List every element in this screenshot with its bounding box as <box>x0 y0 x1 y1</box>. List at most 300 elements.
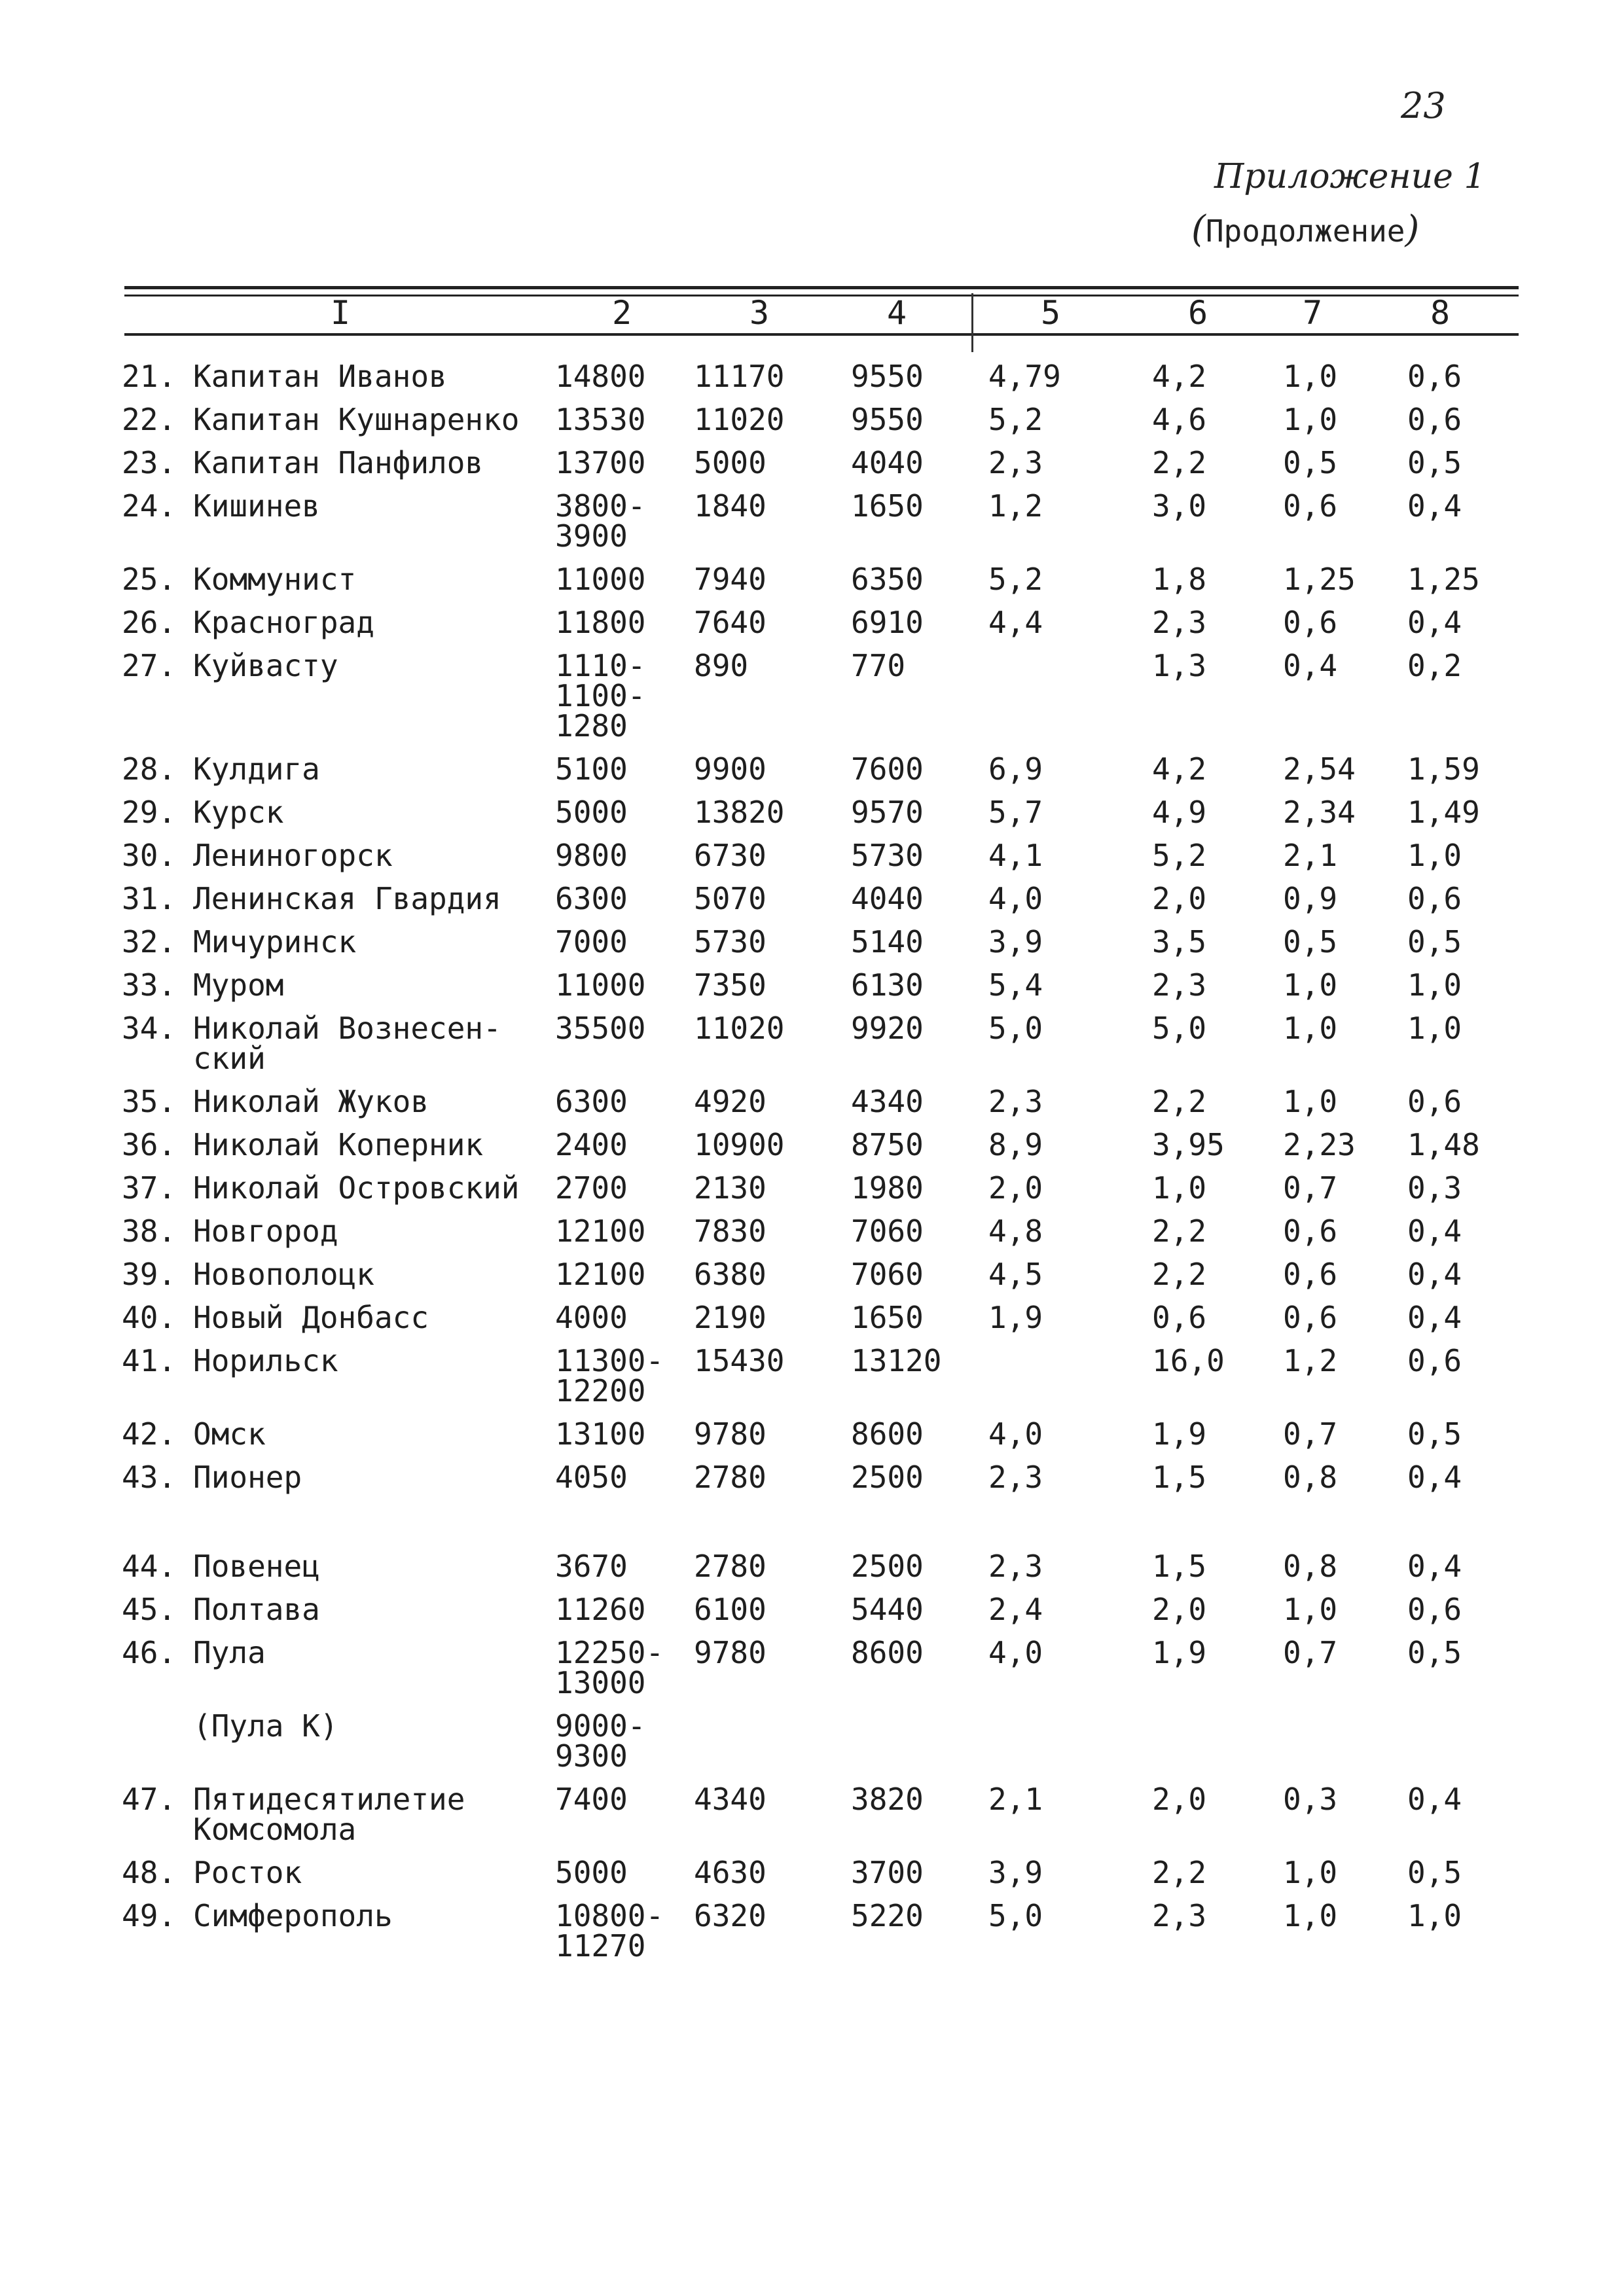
cell-value: 7000 <box>555 924 628 960</box>
cell-col-5 <box>988 924 1113 960</box>
cell-col-8 <box>1407 795 1538 830</box>
row-number: 46. <box>122 1635 177 1670</box>
vessel-name-line: Курск <box>193 795 284 830</box>
cell-value: 2,3 <box>988 1460 1043 1495</box>
cell-value: 0,6 <box>1407 1343 1462 1378</box>
cell-value: 1,48 <box>1407 1127 1480 1162</box>
cell-col-7 <box>1283 605 1414 640</box>
vessel-name-line: Норильск <box>193 1343 338 1378</box>
cell-value: 1,0 <box>1407 838 1462 873</box>
cell-col-2 <box>555 924 679 960</box>
vessel-name-line: Новгород <box>193 1213 338 1249</box>
cell-col-6 <box>1152 1782 1283 1817</box>
table-row <box>0 562 1624 597</box>
cell-col-2 <box>555 967 679 1003</box>
cell-value: 2,34 <box>1283 795 1356 830</box>
cell-col-7 <box>1283 1782 1414 1817</box>
row-number: 23. <box>122 445 177 480</box>
cell-col-3 <box>694 445 818 480</box>
vessel-name-line: Омск <box>193 1416 266 1452</box>
cell-value: 7830 <box>694 1213 767 1249</box>
cell-col-5 <box>988 1257 1113 1292</box>
cell-col-3 <box>694 359 818 394</box>
cell-value: 3670 <box>555 1549 628 1584</box>
row-number: 39. <box>122 1257 177 1292</box>
cell-col-8 <box>1407 562 1538 597</box>
cell-col-7 <box>1283 1127 1414 1162</box>
cell-value: 1,59 <box>1407 751 1480 787</box>
cell-col-4 <box>851 1857 975 1888</box>
cell-value: 0,4 <box>1407 1782 1462 1817</box>
cell-col-5 <box>988 488 1113 524</box>
vessel-name-line: Ленинская Гвардия <box>193 881 501 916</box>
cell-value: 2,3 <box>1152 967 1207 1003</box>
cell-col-2 <box>555 562 679 597</box>
cell-col-3 <box>694 1127 818 1162</box>
vessel-name <box>193 1127 547 1162</box>
vessel-name-line: ский <box>193 1041 266 1076</box>
cell-value: 9780 <box>694 1416 767 1452</box>
vessel-name <box>193 1708 547 1744</box>
continued-label <box>1191 208 1419 251</box>
cell-col-6 <box>1152 1257 1283 1292</box>
cell-col-6 <box>1152 404 1283 435</box>
cell-value: 6300 <box>555 881 628 916</box>
cell-col-2 <box>555 1416 679 1452</box>
vessel-name-line: Лениногорск <box>193 838 393 873</box>
cell-value: 4,79 <box>988 359 1061 394</box>
cell-col-7 <box>1283 1170 1414 1206</box>
cell-col-7 <box>1283 1635 1414 1670</box>
row-number: 40. <box>122 1300 177 1335</box>
cell-col-5 <box>988 359 1113 394</box>
cell-value: 0,4 <box>1407 1460 1462 1495</box>
cell-col-2 <box>555 648 679 744</box>
cell-col-4 <box>851 359 975 394</box>
vessel-name <box>193 1635 547 1670</box>
cell-value: 11800 <box>555 605 646 640</box>
cell-col-4 <box>851 488 975 524</box>
cell-col-7 <box>1283 1011 1414 1046</box>
cell-col-8 <box>1407 838 1538 873</box>
row-number: 24. <box>122 488 177 524</box>
cell-value: 2,2 <box>1152 1084 1207 1119</box>
cell-value: 4,8 <box>988 1213 1043 1249</box>
cell-value: 5,0 <box>1152 1011 1207 1046</box>
cell-value: 4000 <box>555 1300 628 1335</box>
cell-value: 0,4 <box>1407 488 1462 524</box>
cell-value: 13120 <box>851 1343 942 1378</box>
continued-text: Продолжение <box>1205 213 1405 249</box>
cell-col-5 <box>988 1549 1113 1584</box>
cell-col-4 <box>851 838 975 873</box>
cell-value: 4,2 <box>1152 359 1207 394</box>
cell-col-8 <box>1407 445 1538 480</box>
cell-value: 5220 <box>851 1898 924 1933</box>
cell-value: 2400 <box>555 1127 628 1162</box>
cell-col-6 <box>1152 445 1283 480</box>
cell-value: 5100 <box>555 751 628 787</box>
cell-col-7 <box>1283 1898 1414 1933</box>
cell-col-4 <box>851 404 975 435</box>
cell-value: 1,0 <box>1283 1855 1338 1890</box>
cell-value: 4,0 <box>988 881 1043 916</box>
cell-value: 1,0 <box>1407 1011 1462 1046</box>
cell-col-7 <box>1283 795 1414 830</box>
cell-value: 8600 <box>851 1416 924 1452</box>
cell-value: 5,2 <box>988 562 1043 597</box>
table-row <box>0 1302 1624 1333</box>
cell-col-4 <box>851 648 975 683</box>
table-row <box>0 924 1624 960</box>
row-number: 49. <box>122 1898 177 1933</box>
cell-col-3 <box>694 605 818 640</box>
cell-col-3 <box>694 795 818 830</box>
cell-value: 9800 <box>555 838 628 873</box>
cell-value: 0,4 <box>1407 1213 1462 1249</box>
cell-col-3 <box>694 838 818 873</box>
column-header-6: 6 <box>1187 294 1208 332</box>
cell-col-8 <box>1407 1213 1538 1249</box>
cell-col-7 <box>1283 924 1414 960</box>
cell-col-3 <box>694 1857 818 1888</box>
cell-value: 4050 <box>555 1460 628 1495</box>
column-header-4: 4 <box>886 294 907 332</box>
cell-value: 4,0 <box>988 1635 1043 1670</box>
cell-col-6 <box>1152 924 1283 960</box>
cell-col-2 <box>555 1549 679 1584</box>
table-row <box>0 795 1624 830</box>
table-row <box>0 1343 1624 1408</box>
cell-value: 1,0 <box>1283 967 1338 1003</box>
cell-col-7 <box>1283 1302 1414 1333</box>
cell-col-6 <box>1152 838 1283 873</box>
cell-col-2 <box>555 881 679 916</box>
vessel-name <box>193 751 547 787</box>
cell-value: 9000- <box>555 1708 646 1744</box>
vessel-name-line: Росток <box>193 1855 302 1890</box>
cell-value: 1,0 <box>1407 1898 1462 1933</box>
row-number: 36. <box>122 1127 177 1162</box>
cell-value: 7600 <box>851 751 924 787</box>
cell-col-3 <box>694 1592 818 1627</box>
cell-value: 5730 <box>851 838 924 873</box>
cell-value: 5000 <box>555 1855 628 1890</box>
cell-col-3 <box>694 1086 818 1117</box>
cell-col-5 <box>988 1213 1113 1249</box>
cell-value: 1,5 <box>1152 1460 1207 1495</box>
cell-value: 0,6 <box>1407 881 1462 916</box>
vessel-name-line: Пула <box>193 1635 266 1670</box>
cell-value: 11020 <box>694 402 785 437</box>
cell-col-3 <box>694 1635 818 1670</box>
table-row <box>0 751 1624 787</box>
cell-col-6 <box>1152 1460 1283 1495</box>
cell-col-5 <box>988 1460 1113 1495</box>
cell-value: 8750 <box>851 1127 924 1162</box>
cell-value: 4,2 <box>1152 751 1207 787</box>
vessel-name-line: Николай Жуков <box>193 1084 429 1119</box>
cell-value: 4340 <box>694 1782 767 1817</box>
cell-value: 0,3 <box>1407 1170 1462 1206</box>
vessel-name <box>193 359 547 394</box>
cell-value: 9570 <box>851 795 924 830</box>
cell-value: 3900 <box>555 518 628 554</box>
cell-col-6 <box>1152 1549 1283 1584</box>
cell-col-2 <box>555 488 679 554</box>
cell-value: 0,6 <box>1283 605 1338 640</box>
cell-col-4 <box>851 924 975 960</box>
cell-col-6 <box>1152 1635 1283 1670</box>
cell-value: 2,3 <box>988 1549 1043 1584</box>
cell-value: 1,0 <box>1283 1898 1338 1933</box>
vessel-name-line: Николай Коперник <box>193 1127 484 1162</box>
row-number: 33. <box>122 967 177 1003</box>
cell-value: 1,25 <box>1407 562 1480 597</box>
cell-value: 4040 <box>851 881 924 916</box>
cell-value: 1,8 <box>1152 562 1207 597</box>
cell-col-3 <box>694 562 818 597</box>
cell-col-3 <box>694 1257 818 1292</box>
cell-value: 1,2 <box>1283 1343 1338 1378</box>
cell-value: 0,4 <box>1407 1300 1462 1335</box>
cell-col-6 <box>1152 1592 1283 1627</box>
cell-col-5 <box>988 1782 1113 1817</box>
vessel-name <box>193 838 547 873</box>
cell-value: 5000 <box>694 445 767 480</box>
cell-value: 3,9 <box>988 924 1043 960</box>
cell-col-3 <box>694 1416 818 1452</box>
vessel-name <box>193 562 547 597</box>
cell-col-6 <box>1152 1127 1283 1162</box>
cell-col-6 <box>1152 751 1283 787</box>
cell-value: 1980 <box>851 1170 924 1206</box>
cell-value: 5730 <box>694 924 767 960</box>
cell-value: 5,2 <box>1152 838 1207 873</box>
cell-col-6 <box>1152 1170 1283 1206</box>
cell-col-6 <box>1152 1302 1283 1333</box>
cell-value: 10800- <box>555 1898 664 1933</box>
cell-col-7 <box>1283 488 1414 524</box>
column-header-2: 2 <box>611 294 632 332</box>
cell-col-5 <box>988 751 1113 787</box>
vessel-name-line: Коммунист <box>193 562 357 597</box>
cell-col-5 <box>988 445 1113 480</box>
cell-col-7 <box>1283 1257 1414 1292</box>
cell-col-3 <box>694 488 818 524</box>
cell-value: 13100 <box>555 1416 646 1452</box>
cell-value: 2,54 <box>1283 751 1356 787</box>
vessel-name <box>193 1460 547 1495</box>
cell-value: 0,6 <box>1283 1257 1338 1292</box>
cell-value: 4,4 <box>988 605 1043 640</box>
cell-value: 0,6 <box>1407 1084 1462 1119</box>
cell-value: 2,0 <box>1152 1782 1207 1817</box>
cell-value: 2500 <box>851 1549 924 1584</box>
row-number: 37. <box>122 1170 177 1206</box>
cell-col-4 <box>851 1257 975 1292</box>
table-row <box>0 1257 1624 1292</box>
cell-col-4 <box>851 751 975 787</box>
cell-value: 13000 <box>555 1665 646 1700</box>
cell-col-7 <box>1283 751 1414 787</box>
cell-col-8 <box>1407 1549 1538 1584</box>
cell-col-5 <box>988 838 1113 873</box>
cell-value: 3,9 <box>988 1855 1043 1890</box>
cell-value: 12200 <box>555 1373 646 1408</box>
vessel-name <box>193 1011 547 1076</box>
table-row <box>0 648 1624 744</box>
vessel-name <box>193 881 547 916</box>
cell-col-2 <box>555 359 679 394</box>
cell-value: 2780 <box>694 1460 767 1495</box>
cell-value: 0,6 <box>1283 1213 1338 1249</box>
cell-col-6 <box>1152 1343 1283 1378</box>
column-header-8: 8 <box>1430 294 1451 332</box>
cell-col-5 <box>988 881 1113 916</box>
cell-col-5 <box>988 1302 1113 1333</box>
table-row <box>0 1857 1624 1888</box>
cell-value: 2,0 <box>1152 1592 1207 1627</box>
cell-col-2 <box>555 1782 679 1817</box>
cell-col-2 <box>555 1343 679 1408</box>
cell-value: 4,9 <box>1152 795 1207 830</box>
cell-value: 12100 <box>555 1213 646 1249</box>
vessel-name-line: Кулдига <box>193 751 320 787</box>
cell-value: 1,49 <box>1407 795 1480 830</box>
cell-value: 4,6 <box>1152 402 1207 437</box>
vessel-name <box>193 488 547 524</box>
cell-value: 0,6 <box>1152 1300 1207 1335</box>
cell-col-4 <box>851 1592 975 1627</box>
table-row <box>0 605 1624 640</box>
row-number: 32. <box>122 924 177 960</box>
header-bottom-rule <box>124 333 1519 336</box>
cell-value: 13700 <box>555 445 646 480</box>
cell-value: 4040 <box>851 445 924 480</box>
cell-col-8 <box>1407 1857 1538 1888</box>
cell-col-4 <box>851 1170 975 1206</box>
table-row <box>0 967 1624 1003</box>
cell-col-4 <box>851 967 975 1003</box>
table-row <box>0 1460 1624 1495</box>
row-number: 45. <box>122 1592 177 1627</box>
cell-col-5 <box>988 967 1113 1003</box>
cell-col-6 <box>1152 1857 1283 1888</box>
cell-value: 0,4 <box>1283 648 1338 683</box>
cell-value: 2,3 <box>988 445 1043 480</box>
cell-col-7 <box>1283 1549 1414 1584</box>
cell-col-4 <box>851 1011 975 1046</box>
cell-value: 9900 <box>694 751 767 787</box>
vessel-name <box>193 1857 547 1888</box>
table-row <box>0 1635 1624 1700</box>
vessel-name <box>193 1213 547 1249</box>
cell-col-8 <box>1407 404 1538 435</box>
cell-value: 2,0 <box>988 1170 1043 1206</box>
row-number: 38. <box>122 1213 177 1249</box>
vessel-name-line: Полтава <box>193 1592 320 1627</box>
cell-col-6 <box>1152 1898 1283 1933</box>
row-number: 47. <box>122 1782 177 1817</box>
cell-value: 9780 <box>694 1635 767 1670</box>
cell-value: 1,0 <box>1152 1170 1207 1206</box>
cell-value: 0,9 <box>1283 881 1338 916</box>
cell-col-3 <box>694 648 818 683</box>
vessel-name-line: Симферополь <box>193 1898 393 1933</box>
cell-value: 4,0 <box>988 1416 1043 1452</box>
row-number: 34. <box>122 1011 177 1046</box>
cell-value: 2700 <box>555 1170 628 1206</box>
appendix-label: Приложение 1 <box>1214 157 1486 196</box>
cell-value: 6130 <box>851 967 924 1003</box>
cell-col-6 <box>1152 881 1283 916</box>
vessel-name-line: Комсомола <box>193 1812 357 1847</box>
cell-col-7 <box>1283 881 1414 916</box>
vessel-name-line: Николай Островский <box>193 1170 520 1206</box>
cell-value: 0,6 <box>1407 359 1462 394</box>
table-row <box>0 1898 1624 1964</box>
cell-col-8 <box>1407 1127 1538 1162</box>
vessel-name <box>193 1592 547 1627</box>
vessel-name <box>193 967 547 1003</box>
cell-col-4 <box>851 1549 975 1584</box>
vessel-name <box>193 1170 547 1206</box>
cell-value: 1,5 <box>1152 1549 1207 1584</box>
cell-value: 7060 <box>851 1257 924 1292</box>
cell-value: 12100 <box>555 1257 646 1292</box>
cell-value: 0,5 <box>1283 924 1338 960</box>
cell-value: 2,2 <box>1152 445 1207 480</box>
cell-col-2 <box>555 1857 679 1888</box>
cell-value: 11300- <box>555 1343 664 1378</box>
cell-value: 2,1 <box>1283 838 1338 873</box>
cell-value: 0,4 <box>1407 1549 1462 1584</box>
cell-col-8 <box>1407 1635 1538 1670</box>
cell-value: 0,5 <box>1407 1416 1462 1452</box>
vessel-name <box>193 924 547 960</box>
cell-value: 0,5 <box>1283 445 1338 480</box>
vessel-name-line: Пятидесятилетие <box>193 1782 465 1817</box>
cell-value: 1840 <box>694 488 767 524</box>
cell-col-7 <box>1283 838 1414 873</box>
cell-col-8 <box>1407 1170 1538 1206</box>
row-number: 21. <box>122 359 177 394</box>
cell-col-7 <box>1283 1213 1414 1249</box>
vessel-name <box>193 648 547 683</box>
cell-value: 13530 <box>555 402 646 437</box>
cell-value: 4,1 <box>988 838 1043 873</box>
cell-value: 0,4 <box>1407 605 1462 640</box>
cell-value: 1,25 <box>1283 562 1356 597</box>
cell-col-3 <box>694 967 818 1003</box>
cell-col-5 <box>988 1170 1113 1206</box>
cell-col-8 <box>1407 1302 1538 1333</box>
cell-value: 1650 <box>851 488 924 524</box>
cell-col-4 <box>851 1302 975 1333</box>
cell-value: 3,95 <box>1152 1127 1225 1162</box>
cell-value: 9550 <box>851 359 924 394</box>
cell-value: 0,6 <box>1407 1592 1462 1627</box>
cell-value: 9550 <box>851 402 924 437</box>
table-row <box>0 881 1624 916</box>
cell-col-2 <box>555 445 679 480</box>
row-number: 48. <box>122 1855 177 1890</box>
cell-col-8 <box>1407 1011 1538 1046</box>
cell-value: 9920 <box>851 1011 924 1046</box>
vessel-name <box>193 1302 547 1333</box>
vessel-name <box>193 1898 547 1933</box>
